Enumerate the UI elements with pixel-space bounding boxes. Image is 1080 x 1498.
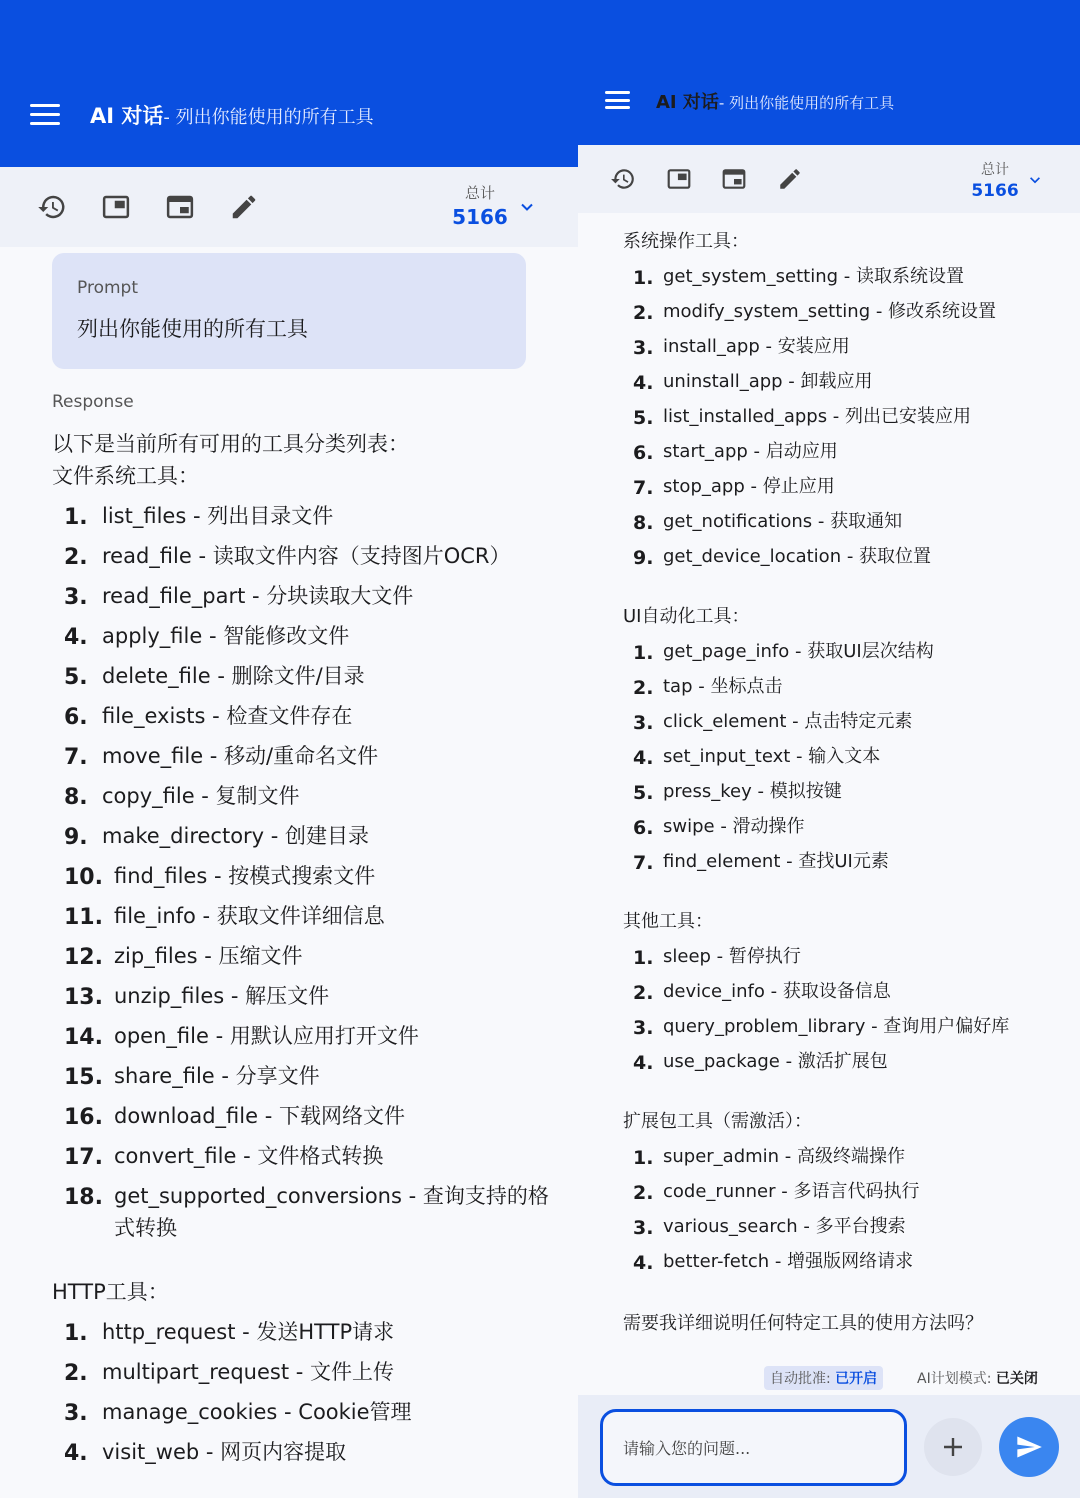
list-item-number: 1. <box>64 1321 88 1346</box>
list-item-number: 2. <box>64 1361 88 1386</box>
list-item <box>623 473 1053 500</box>
list-item <box>623 978 1053 1005</box>
list-item-text: visit_web - 网页内容提取 <box>102 1440 347 1464</box>
list-item-number: 5. <box>633 782 654 804</box>
list-item <box>52 500 552 532</box>
list-item-number: 4. <box>633 747 654 769</box>
section-title: 系统操作工具： <box>623 231 749 252</box>
list-item-text: sleep - 暂停执行 <box>663 946 801 967</box>
auto-approve-label: 自动批准: <box>770 1371 836 1387</box>
list-item-number: 13. <box>64 985 103 1010</box>
list-item-number: 4. <box>64 625 88 650</box>
list-item-text: convert_file - 文件格式转换 <box>114 1144 384 1168</box>
question-input[interactable] <box>623 1434 883 1462</box>
list-item <box>623 263 1053 290</box>
list-item <box>623 848 1053 875</box>
list-item-text: install_app - 安装应用 <box>663 336 850 357</box>
list-item-number: 9. <box>64 825 88 850</box>
list-item-text: start_app - 启动应用 <box>663 441 838 462</box>
list-item-text: get_page_info - 获取UI层次结构 <box>663 641 934 662</box>
list-item <box>52 820 552 852</box>
right-screen <box>578 0 1080 1498</box>
list-item-text: modify_system_setting - 修改系统设置 <box>663 301 997 322</box>
list-item-text: get_system_setting - 读取系统设置 <box>663 266 964 287</box>
list-item-number: 12. <box>64 945 103 970</box>
section-http-tools <box>52 1276 552 1468</box>
list-item-text: delete_file - 删除文件/目录 <box>102 664 365 688</box>
list-item-text: download_file - 下载网络文件 <box>114 1104 405 1128</box>
list-item-number: 15. <box>64 1065 103 1090</box>
list-item-text: apply_file - 智能修改文件 <box>102 624 350 648</box>
prompt-card <box>52 253 526 369</box>
picture-in-picture-icon[interactable] <box>666 166 692 192</box>
list-item-number: 4. <box>633 1252 654 1274</box>
list-item <box>623 403 1053 430</box>
list-item-number: 7. <box>64 745 88 770</box>
list-item-number: 8. <box>64 785 88 810</box>
total-label: 总计 <box>981 162 1009 178</box>
total-label: 总计 <box>464 184 495 202</box>
list-item <box>623 368 1053 395</box>
list-item-number: 14. <box>64 1025 103 1050</box>
history-icon[interactable] <box>37 192 67 222</box>
list-item-text: move_file - 移动/重命名文件 <box>102 744 379 768</box>
list-item <box>52 1100 552 1132</box>
edit-pencil-icon[interactable] <box>229 192 259 222</box>
tool-list <box>623 943 1053 1075</box>
list-item-text: uninstall_app - 卸载应用 <box>663 371 873 392</box>
list-item-number: 11. <box>64 905 103 930</box>
list-item <box>623 298 1053 325</box>
list-item <box>52 1060 552 1092</box>
section-title: 扩展包工具（需激活）： <box>623 1111 812 1132</box>
edit-pencil-icon[interactable] <box>777 166 803 192</box>
list-item-number: 1. <box>633 642 654 664</box>
auto-approve-badge[interactable] <box>764 1366 883 1390</box>
list-item <box>623 333 1053 360</box>
response-content <box>623 228 1053 1337</box>
list-item <box>623 1143 1053 1170</box>
list-item-text: unzip_files - 解压文件 <box>114 984 330 1008</box>
response-label: Response <box>52 392 134 412</box>
list-item <box>52 740 552 772</box>
list-item-text: press_key - 模拟按键 <box>663 781 842 802</box>
list-item-text: open_file - 用默认应用打开文件 <box>114 1024 419 1048</box>
list-item-text: swipe - 滑动操作 <box>663 816 805 837</box>
section-title: 其他工具： <box>623 911 713 932</box>
plan-mode-label: AI计划模式: <box>917 1371 996 1387</box>
list-item-number: 1. <box>633 267 654 289</box>
list-item-text: get_notifications - 获取通知 <box>663 511 903 532</box>
list-item-text: get_device_location - 获取位置 <box>663 546 932 567</box>
total-value: 5166 <box>452 205 508 229</box>
page-title <box>656 88 894 114</box>
response-content <box>52 428 552 1468</box>
list-item <box>52 1396 552 1428</box>
list-item <box>623 638 1053 665</box>
list-item <box>52 580 552 612</box>
list-item-number: 6. <box>64 705 88 730</box>
list-item-number: 3. <box>633 337 654 359</box>
list-item-number: 1. <box>64 505 88 530</box>
list-item-number: 4. <box>64 1441 88 1466</box>
list-item <box>623 943 1053 970</box>
window-layout-icon[interactable] <box>165 192 195 222</box>
list-item-text: better-fetch - 增强版网络请求 <box>663 1251 914 1272</box>
list-item-number: 3. <box>633 712 654 734</box>
window-layout-icon[interactable] <box>721 166 747 192</box>
list-item <box>52 780 552 812</box>
list-item-text: manage_cookies - Cookie管理 <box>102 1400 412 1424</box>
question-input-box[interactable] <box>600 1409 907 1486</box>
list-item-number: 2. <box>633 1182 654 1204</box>
list-item-number: 2. <box>633 677 654 699</box>
section-title: HTTP工具： <box>52 1280 169 1304</box>
list-item <box>623 1178 1053 1205</box>
section-ui-automation-tools <box>623 603 1053 875</box>
list-item-text: find_element - 查找UI元素 <box>663 851 889 872</box>
menu-icon[interactable] <box>30 104 60 126</box>
list-item <box>623 508 1053 535</box>
list-item-number: 6. <box>633 442 654 464</box>
list-item <box>623 778 1053 805</box>
tool-list <box>623 263 1053 570</box>
toolbar <box>578 145 1080 213</box>
list-item-text: copy_file - 复制文件 <box>102 784 300 808</box>
tool-list <box>52 500 552 1244</box>
list-item-number: 6. <box>633 817 654 839</box>
ai-plan-mode-status[interactable] <box>917 1368 1038 1388</box>
list-item-text: make_directory - 创建目录 <box>102 824 370 848</box>
list-item-text: click_element - 点击特定元素 <box>663 711 913 732</box>
section-system-tools <box>623 228 1053 570</box>
list-item-text: set_input_text - 输入文本 <box>663 746 881 767</box>
list-item-number: 7. <box>633 852 654 874</box>
title-subtitle: - 列出你能使用的所有工具 <box>163 107 374 128</box>
list-item <box>623 1013 1053 1040</box>
list-item <box>52 1020 552 1052</box>
chevron-down-icon[interactable] <box>1028 172 1042 186</box>
list-item <box>52 1180 552 1244</box>
list-item-text: get_supported_conversions - 查询支持的格式转换 <box>114 1184 549 1240</box>
list-item-text: various_search - 多平台搜索 <box>663 1216 906 1237</box>
list-item-text: use_package - 激活扩展包 <box>663 1051 888 1072</box>
list-item-number: 1. <box>633 1147 654 1169</box>
list-item-number: 3. <box>64 585 88 610</box>
list-item <box>52 1356 552 1388</box>
list-item-number: 2. <box>633 982 654 1004</box>
list-item-number: 3. <box>633 1017 654 1039</box>
list-item <box>623 543 1053 570</box>
title-main: AI 对话 <box>90 104 164 128</box>
list-item-text: find_files - 按模式搜索文件 <box>114 864 376 888</box>
list-item-number: 10. <box>64 865 103 890</box>
menu-icon[interactable] <box>605 91 630 109</box>
list-item-number: 2. <box>633 302 654 324</box>
title-subtitle: - 列出你能使用的所有工具 <box>718 94 895 112</box>
send-button[interactable] <box>999 1417 1059 1477</box>
token-total <box>452 182 508 229</box>
list-item <box>52 1140 552 1172</box>
list-item-number: 7. <box>633 477 654 499</box>
list-item <box>52 1316 552 1348</box>
list-item-number: 9. <box>633 547 654 569</box>
list-item-text: device_info - 获取设备信息 <box>663 981 891 1002</box>
list-item-text: http_request - 发送HTTP请求 <box>102 1320 395 1344</box>
app-bar <box>0 0 578 167</box>
list-item <box>623 1248 1053 1275</box>
list-item-number: 5. <box>64 665 88 690</box>
list-item-number: 5. <box>633 407 654 429</box>
list-item-text: query_problem_library - 查询用户偏好库 <box>663 1016 1010 1037</box>
list-item-text: super_admin - 高级终端操作 <box>663 1146 906 1167</box>
list-item-number: 16. <box>64 1105 103 1130</box>
token-total <box>970 159 1020 201</box>
list-item-text: code_runner - 多语言代码执行 <box>663 1181 920 1202</box>
list-item-text: zip_files - 压缩文件 <box>114 944 303 968</box>
list-item <box>52 620 552 652</box>
list-item <box>623 673 1053 700</box>
title-main: AI 对话 <box>656 92 719 113</box>
list-item-text: list_files - 列出目录文件 <box>102 504 334 528</box>
add-attachment-button[interactable] <box>924 1418 982 1476</box>
list-item-number: 18. <box>64 1185 103 1210</box>
plus-icon <box>941 1435 965 1459</box>
history-icon[interactable] <box>610 166 636 192</box>
list-item <box>623 1213 1053 1240</box>
list-item <box>623 438 1053 465</box>
prompt-text: 列出你能使用的所有工具 <box>77 317 308 341</box>
section-file-tools <box>52 460 552 1244</box>
list-item-text: tap - 坐标点击 <box>663 676 783 697</box>
picture-in-picture-icon[interactable] <box>101 192 131 222</box>
list-item <box>623 813 1053 840</box>
auto-approve-value: 已开启 <box>835 1371 878 1387</box>
list-item <box>52 700 552 732</box>
prompt-label: Prompt <box>77 278 138 298</box>
list-item-number: 2. <box>64 545 88 570</box>
list-item <box>623 708 1053 735</box>
list-item-number: 3. <box>633 1217 654 1239</box>
tool-list <box>623 638 1053 875</box>
send-icon <box>1014 1433 1044 1461</box>
section-extension-tools <box>623 1108 1053 1275</box>
list-item-number: 4. <box>633 1052 654 1074</box>
list-item-number: 1. <box>633 947 654 969</box>
list-item-text: file_exists - 检查文件存在 <box>102 704 353 728</box>
list-item <box>623 1048 1053 1075</box>
list-item <box>52 940 552 972</box>
list-item-number: 3. <box>64 1401 88 1426</box>
list-item <box>52 660 552 692</box>
list-item <box>623 743 1053 770</box>
list-item <box>52 980 552 1012</box>
list-item-text: file_info - 获取文件详细信息 <box>114 904 385 928</box>
tool-list <box>52 1316 552 1468</box>
toolbar <box>0 167 578 247</box>
list-item-number: 4. <box>633 372 654 394</box>
chevron-down-icon[interactable] <box>519 199 535 215</box>
list-item-text: read_file_part - 分块读取大文件 <box>102 584 414 608</box>
list-item-text: stop_app - 停止应用 <box>663 476 835 497</box>
app-bar <box>578 0 1080 145</box>
list-item <box>52 900 552 932</box>
list-item <box>52 540 552 572</box>
plan-mode-value: 已关闭 <box>995 1371 1038 1387</box>
section-other-tools <box>623 908 1053 1075</box>
tool-list <box>623 1143 1053 1275</box>
list-item-text: list_installed_apps - 列出已安装应用 <box>663 406 972 427</box>
page-title <box>90 100 374 130</box>
input-bar <box>578 1395 1080 1498</box>
list-item <box>52 860 552 892</box>
total-value: 5166 <box>971 181 1019 201</box>
list-item-number: 17. <box>64 1145 103 1170</box>
list-item-text: read_file - 读取文件内容（支持图片OCR） <box>102 544 511 568</box>
closing-question: 需要我详细说明任何特定工具的使用方法吗？ <box>623 1313 983 1334</box>
section-title: UI自动化工具： <box>623 606 750 627</box>
list-item-text: multipart_request - 文件上传 <box>102 1360 394 1384</box>
list-item-number: 8. <box>633 512 654 534</box>
list-item <box>52 1436 552 1468</box>
list-item-text: share_file - 分享文件 <box>114 1064 320 1088</box>
section-title: 文件系统工具： <box>52 464 199 488</box>
response-intro: 以下是当前所有可用的工具分类列表： <box>52 432 409 456</box>
